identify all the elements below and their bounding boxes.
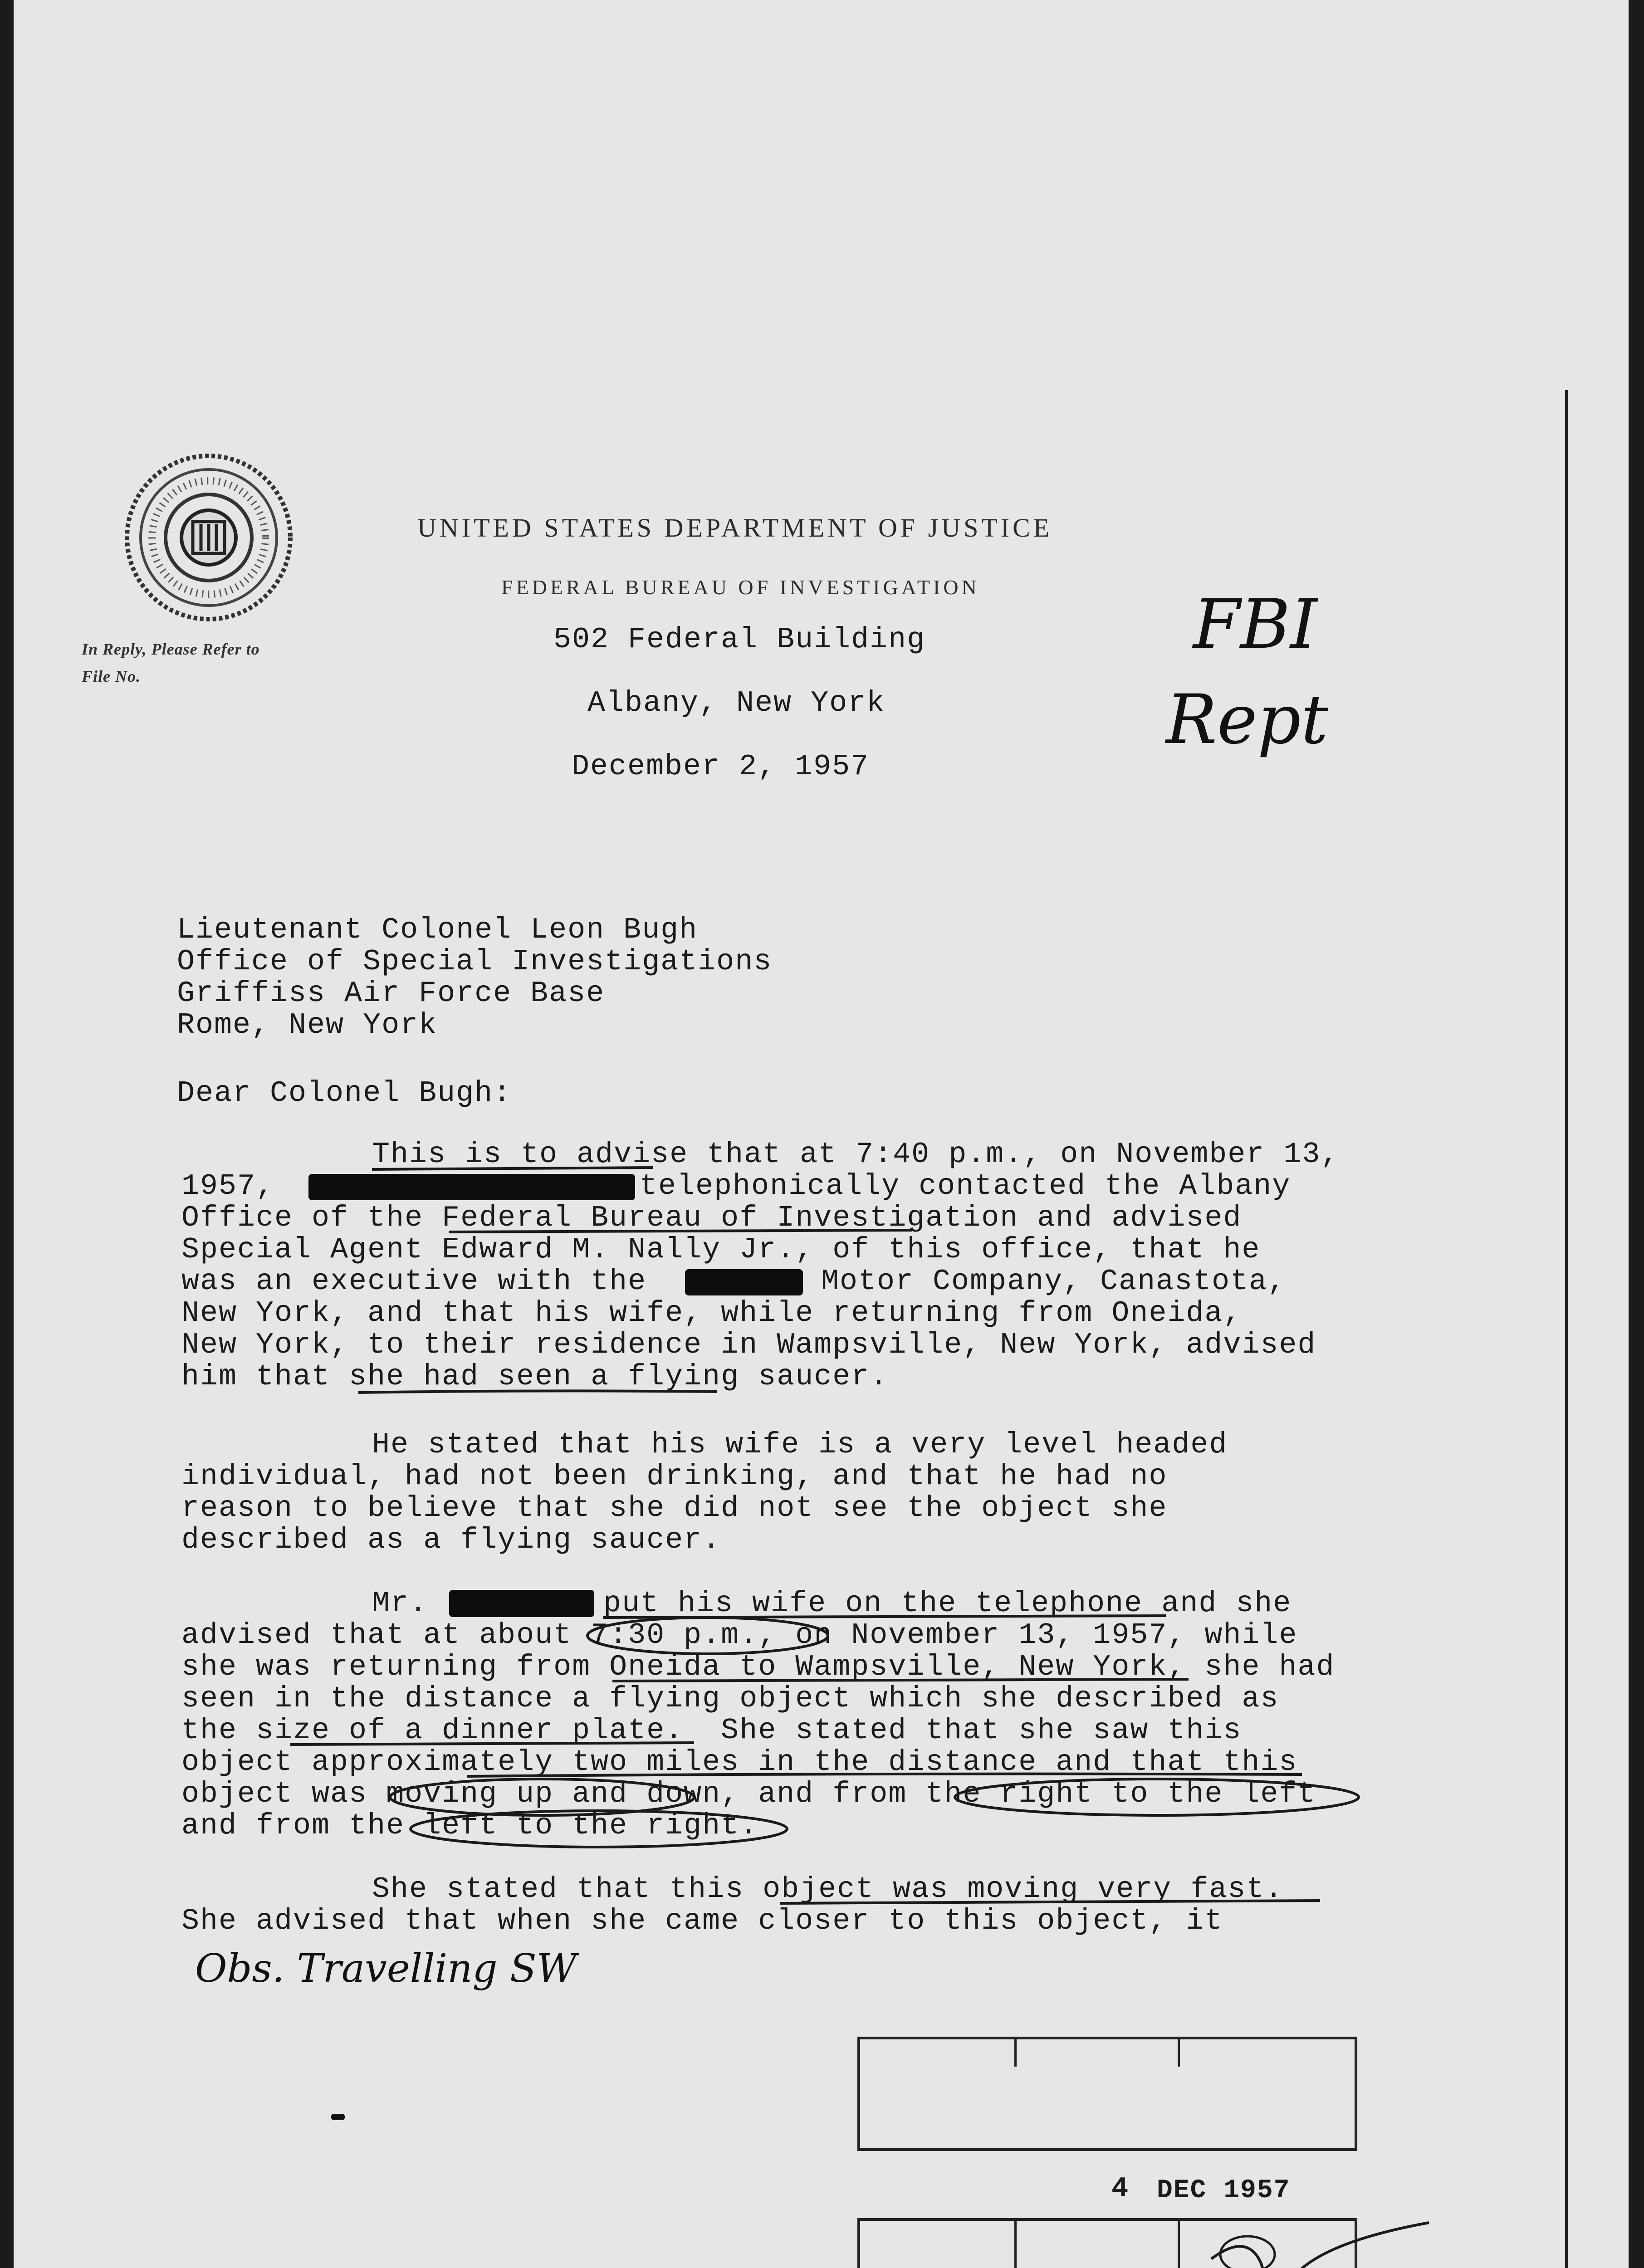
p1-line4: Special Agent Edward M. Nally Jr., of this office, that he bbox=[181, 1233, 1261, 1266]
received-stamp bbox=[857, 2037, 1357, 2151]
handwritten-observation-note: Obs. Travelling SW bbox=[195, 1946, 577, 1991]
p3-line1a: Mr. bbox=[372, 1587, 428, 1620]
recipient-line2: Office of Special Investigations bbox=[177, 945, 773, 978]
p1-line5b: Motor Company, Canastota, bbox=[821, 1265, 1287, 1298]
office-address: 502 Federal Building bbox=[553, 623, 926, 656]
p3-line8: and from the left to the right. bbox=[181, 1809, 758, 1843]
p1-line5a: was an executive with the bbox=[181, 1265, 647, 1298]
document-page bbox=[14, 0, 1629, 2268]
p2-line1: He stated that his wife is a very level headed bbox=[372, 1428, 1228, 1461]
recipient-line1: Lieutenant Colonel Leon Bugh bbox=[177, 913, 698, 947]
p1-line3: Office of the Federal Bureau of Investigation and advised bbox=[181, 1201, 1242, 1235]
p4-line1: She stated that this object was moving very fast. bbox=[372, 1872, 1284, 1906]
stamp-number: 4 bbox=[1111, 2172, 1130, 2204]
ink-speck bbox=[331, 2114, 345, 2120]
bureau-heading: FEDERAL BUREAU OF INVESTIGATION bbox=[501, 576, 980, 599]
reply-note-line2: File No. bbox=[82, 667, 141, 685]
department-heading: UNITED STATES DEPARTMENT OF JUSTICE bbox=[417, 513, 1053, 543]
p3-line7: object was moving up and down, and from the right to the left bbox=[181, 1777, 1316, 1811]
p2-line3: reason to believe that she did not see the object she bbox=[181, 1491, 1168, 1525]
stamp-cell-divider bbox=[1014, 2221, 1017, 2268]
office-city: Albany, New York bbox=[587, 686, 886, 720]
p1-line1: This is to advise that at 7:40 p.m., on November 13, bbox=[372, 1138, 1340, 1171]
p3-line3: she was returning from Oneida to Wampsville, New York, she had bbox=[181, 1650, 1335, 1684]
p3-line6: object approximately two miles in the distance and that this bbox=[181, 1745, 1298, 1779]
pen-markings bbox=[14, 0, 1629, 2268]
recipient-line3: Griffiss Air Force Base bbox=[177, 977, 605, 1010]
p2-line4: described as a flying saucer. bbox=[181, 1523, 721, 1557]
handwritten-fbi-note: FBI bbox=[1193, 585, 1317, 664]
p3-line2: advised that at about 7:30 p.m., on November 13, 1957, while bbox=[181, 1618, 1298, 1652]
p2-line2: individual, had not been drinking, and that he had no bbox=[181, 1460, 1168, 1493]
p1-line8: him that she had seen a flying saucer. bbox=[181, 1360, 889, 1393]
letter-date: December 2, 1957 bbox=[572, 750, 870, 783]
stamp-date: DEC 1957 bbox=[1157, 2176, 1291, 2205]
recipient-line4: Rome, New York bbox=[177, 1008, 438, 1042]
p3-line4: seen in the distance a flying object which she described as bbox=[181, 1682, 1279, 1716]
p3-line5: the size of a dinner plate. She stated that she saw this bbox=[181, 1714, 1242, 1747]
salutation: Dear Colonel Bugh: bbox=[177, 1076, 512, 1110]
stamp-cell-divider bbox=[1178, 2039, 1180, 2067]
p1-line7: New York, to their residence in Wampsville, New York, advised bbox=[181, 1328, 1316, 1362]
p3-line1b: put his wife on the telephone and she bbox=[603, 1587, 1292, 1620]
handwritten-rept-note: Rept bbox=[1166, 680, 1329, 759]
reply-note-line1: In Reply, Please Refer to bbox=[82, 640, 260, 658]
p1-line2b: telephonically contacted the Albany bbox=[640, 1169, 1291, 1203]
stamp-cell-divider bbox=[1014, 2039, 1017, 2067]
p1-line2a: 1957, bbox=[181, 1169, 275, 1203]
stamp-signature bbox=[1193, 2204, 1447, 2268]
p4-line2: She advised that when she came closer to this object, it bbox=[181, 1904, 1223, 1938]
stamp-cell-divider bbox=[1178, 2221, 1180, 2268]
p1-line6: New York, and that his wife, while returning from Oneida, bbox=[181, 1296, 1242, 1330]
